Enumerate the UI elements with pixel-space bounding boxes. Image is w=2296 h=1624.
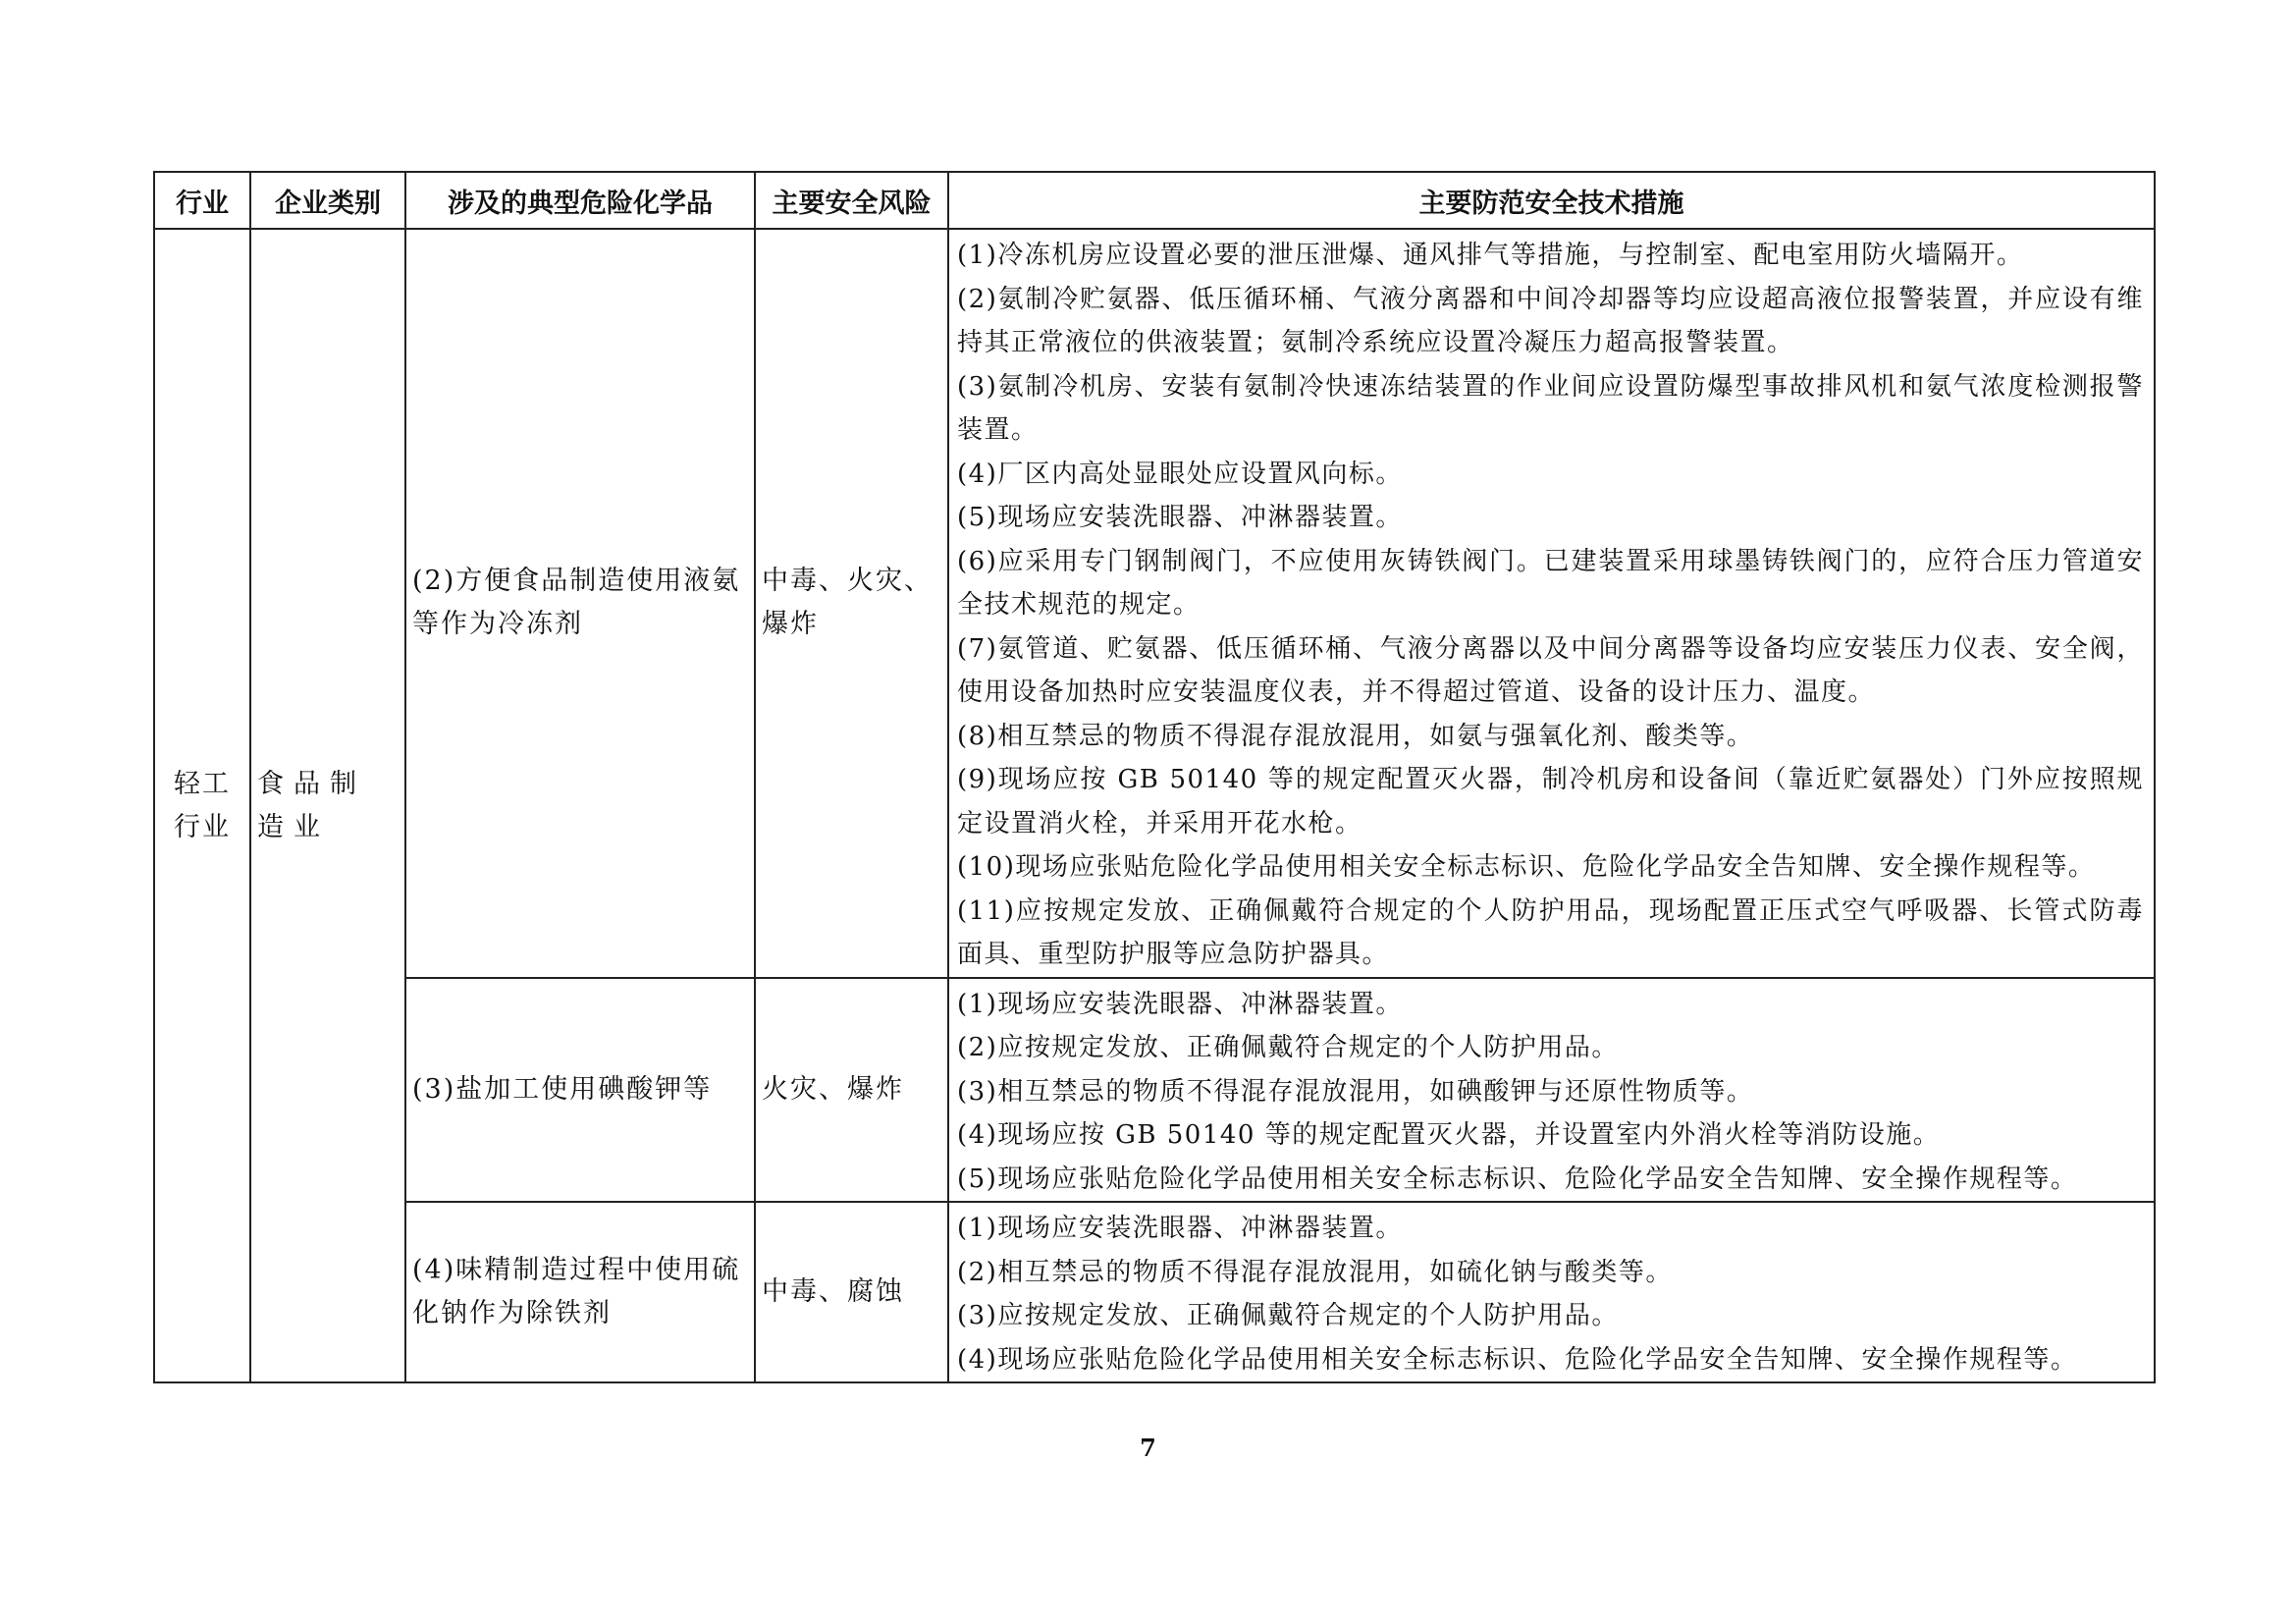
risk-cell	[755, 229, 948, 978]
measure-item: (6)应采用专门钢制阀门，不应使用灰铸铁阀门。已建装置采用球墨铸铁阀门的，应符合压力管道安全技术规范的规定。	[957, 546, 2144, 620]
hazard-measures-table	[153, 171, 2156, 1383]
measure-item: (5)现场应安装洗眼器、冲淋器装置。	[957, 503, 1403, 532]
chemical-text: (3)盐加工使用碘酸钾等	[412, 1073, 713, 1105]
measures-list	[949, 230, 2154, 977]
chemical-cell	[405, 229, 755, 978]
table-row	[154, 1202, 2155, 1382]
measure-item: (1)冷冻机房应设置必要的泄压泄爆、通风排气等措施，与控制室、配电室用防火墙隔开。	[957, 241, 2024, 270]
header-chemicals: 涉及的典型危险化学品	[405, 172, 755, 229]
category-text: 食品制造业	[257, 768, 366, 842]
measures-cell	[948, 978, 2155, 1203]
measure-item: (1)现场应安装洗眼器、冲淋器装置。	[957, 989, 1403, 1019]
measures-cell	[948, 1202, 2155, 1382]
risk-text: 火灾、爆炸	[762, 1073, 904, 1105]
measure-item: (5)现场应张贴危险化学品使用相关安全标志标识、危险化学品安全告知牌、安全操作规程等。	[957, 1164, 2078, 1194]
measure-item: (8)相互禁忌的物质不得混存混放混用，如氨与强氧化剂、酸类等。	[957, 721, 1754, 751]
measures-list	[949, 1203, 2154, 1381]
measure-item: (3)相互禁忌的物质不得混存混放混用，如碘酸钾与还原性物质等。	[957, 1076, 1754, 1107]
header-industry: 行业	[154, 172, 250, 229]
measure-item: (4)厂区内高处显眼处应设置风向标。	[957, 459, 1403, 489]
table-header-row	[154, 172, 2155, 229]
industry-text: 轻工行业	[174, 768, 231, 842]
measure-item: (2)氨制冷贮氨器、低压循环桶、气液分离器和中间冷却器等均应设超高液位报警装置，并应设有维持其正常液位的供液装置；氨制冷系统应设置冷凝压力超高报警装置。	[957, 284, 2144, 357]
risk-cell	[755, 1202, 948, 1382]
measure-item: (2)相互禁忌的物质不得混存混放混用，如硫化钠与酸类等。	[957, 1257, 1673, 1287]
measures-cell	[948, 229, 2155, 978]
page-number: 7	[1140, 1434, 1156, 1462]
chemical-cell	[405, 1202, 755, 1382]
chemical-text: (4)味精制造过程中使用硫化钠作为除铁剂	[412, 1255, 741, 1328]
measure-item: (4)现场应张贴危险化学品使用相关安全标志标识、危险化学品安全告知牌、安全操作规程等。	[957, 1344, 2078, 1375]
measure-item: (10)现场应张贴危险化学品使用相关安全标志标识、危险化学品安全告知牌、安全操作规程等。	[957, 852, 2096, 882]
measure-item: (7)氨管道、贮氨器、低压循环桶、气液分离器以及中间分离器等设备均应安装压力仪表、安全阀，使用设备加热时应安装温度仪表，并不得超过管道、设备的设计压力、温度。	[957, 633, 2144, 707]
table-row	[154, 978, 2155, 1203]
risk-cell	[755, 978, 948, 1203]
header-risk: 主要安全风险	[755, 172, 948, 229]
chemical-text: (2)方便食品制造使用液氨等作为冷冻剂	[412, 566, 741, 640]
table-row	[154, 229, 2155, 978]
category-cell	[250, 229, 405, 1382]
measure-item: (1)现场应安装洗眼器、冲淋器装置。	[957, 1214, 1403, 1243]
chemical-cell	[405, 978, 755, 1203]
industry-cell	[154, 229, 250, 1382]
measure-item: (4)现场应按 GB 50140 等的规定配置灭火器，并设置室内外消火栓等消防设施。	[957, 1120, 1941, 1150]
measure-item: (11)应按规定发放、正确佩戴符合规定的个人防护用品，现场配置正压式空气呼吸器、长管式防毒面具、重型防护服等应急防护器具。	[957, 895, 2144, 969]
header-category: 企业类别	[250, 172, 405, 229]
measure-item: (9)现场应按 GB 50140 等的规定配置灭火器，制冷机房和设备间（靠近贮氨器处）门外应按照规定设置消火栓，并采用开花水枪。	[957, 765, 2144, 839]
risk-text: 中毒、火灾、爆炸	[762, 566, 933, 640]
measure-item: (2)应按规定发放、正确佩戴符合规定的个人防护用品。	[957, 1033, 1619, 1062]
measure-item: (3)应按规定发放、正确佩戴符合规定的个人防护用品。	[957, 1301, 1619, 1330]
header-measures: 主要防范安全技术措施	[948, 172, 2155, 229]
risk-text: 中毒、腐蚀	[762, 1276, 904, 1307]
measures-list	[949, 979, 2154, 1202]
measure-item: (3)氨制冷机房、安装有氨制冷快速冻结装置的作业间应设置防爆型事故排风机和氨气浓度检测报警装置。	[957, 371, 2144, 445]
